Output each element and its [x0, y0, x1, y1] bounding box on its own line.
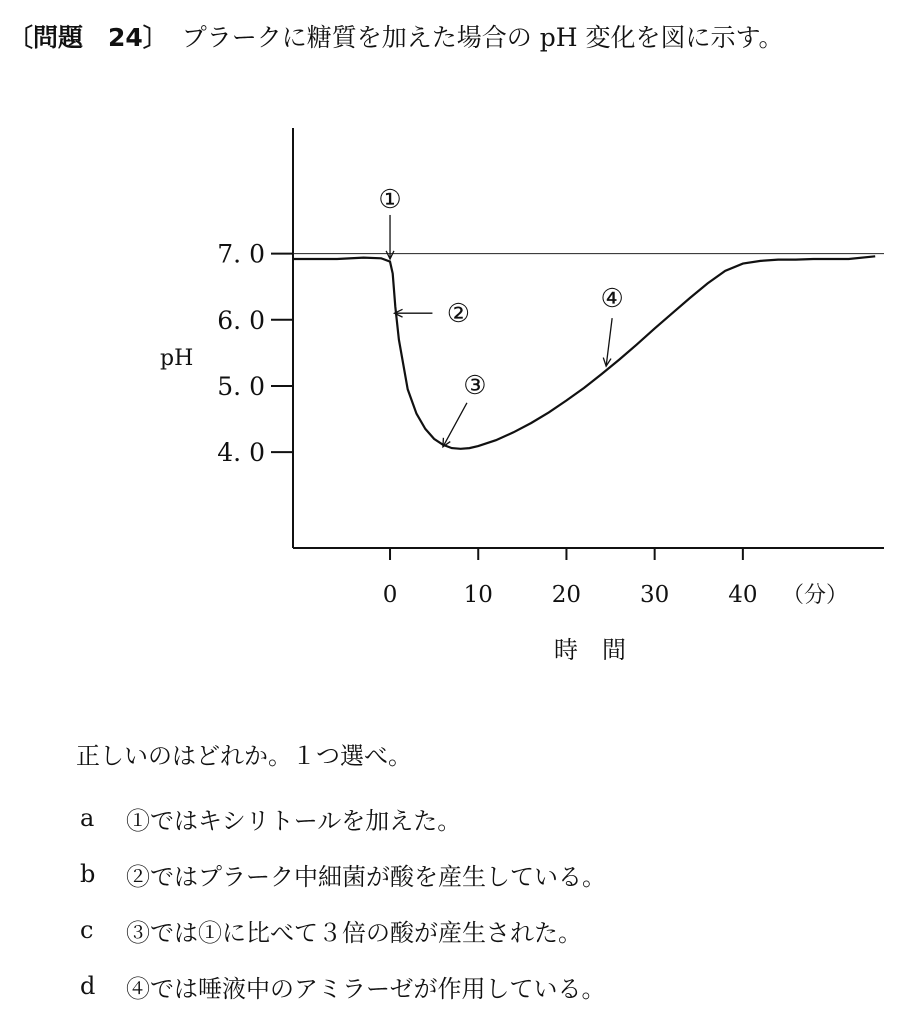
x-axis-label: 時 間 — [554, 636, 626, 664]
question-instruction: 正しいのはどれか。１つ選べ。 — [76, 742, 412, 770]
annotation-label: ④ — [600, 284, 624, 315]
option-d[interactable] — [80, 958, 606, 1014]
option-text: ④では唾液中のアミラーゼが作用している。 — [126, 974, 606, 1003]
x-tick-label: 20 — [551, 582, 582, 608]
y-tick-label: 7. 0 — [217, 239, 265, 269]
option-letter: d — [80, 972, 96, 1000]
annotation-label: ② — [446, 299, 471, 330]
x-tick-label: 10 — [463, 582, 493, 608]
y-tick-label: 5. 0 — [217, 371, 265, 401]
y-tick-label: 4. 0 — [217, 438, 265, 468]
x-axis-unit: （分） — [781, 583, 849, 608]
option-b[interactable] — [80, 846, 606, 902]
option-letter: a — [80, 804, 95, 832]
question-text: プラークに糖質を加えた場合の pH 変化を図に示す。 — [181, 23, 784, 52]
x-tick-label: 40 — [728, 582, 758, 608]
option-text: ③では①に比べて３倍の酸が産生された。 — [126, 918, 582, 947]
x-tick-label: 30 — [640, 582, 670, 608]
option-a[interactable] — [80, 790, 606, 846]
question-number: 〔問題 24〕 — [8, 23, 168, 52]
option-letter: c — [80, 916, 94, 944]
answer-options — [80, 790, 606, 1014]
annotation-label: ① — [378, 184, 402, 215]
y-tick-label: 6. 0 — [217, 305, 265, 335]
option-c[interactable] — [80, 902, 606, 958]
ph-curve-series — [293, 256, 875, 449]
x-tick-label: 0 — [382, 582, 398, 608]
y-ticks — [217, 240, 293, 467]
option-letter: b — [80, 860, 96, 888]
x-ticks — [383, 548, 758, 608]
option-text: ①ではキシリトールを加えた。 — [126, 806, 462, 835]
annotation-label: ③ — [463, 370, 487, 401]
annotation-arrow — [443, 403, 467, 447]
option-text: ②ではプラーク中細菌が酸を産生している。 — [126, 862, 606, 891]
y-axis-label: pH — [160, 346, 194, 371]
